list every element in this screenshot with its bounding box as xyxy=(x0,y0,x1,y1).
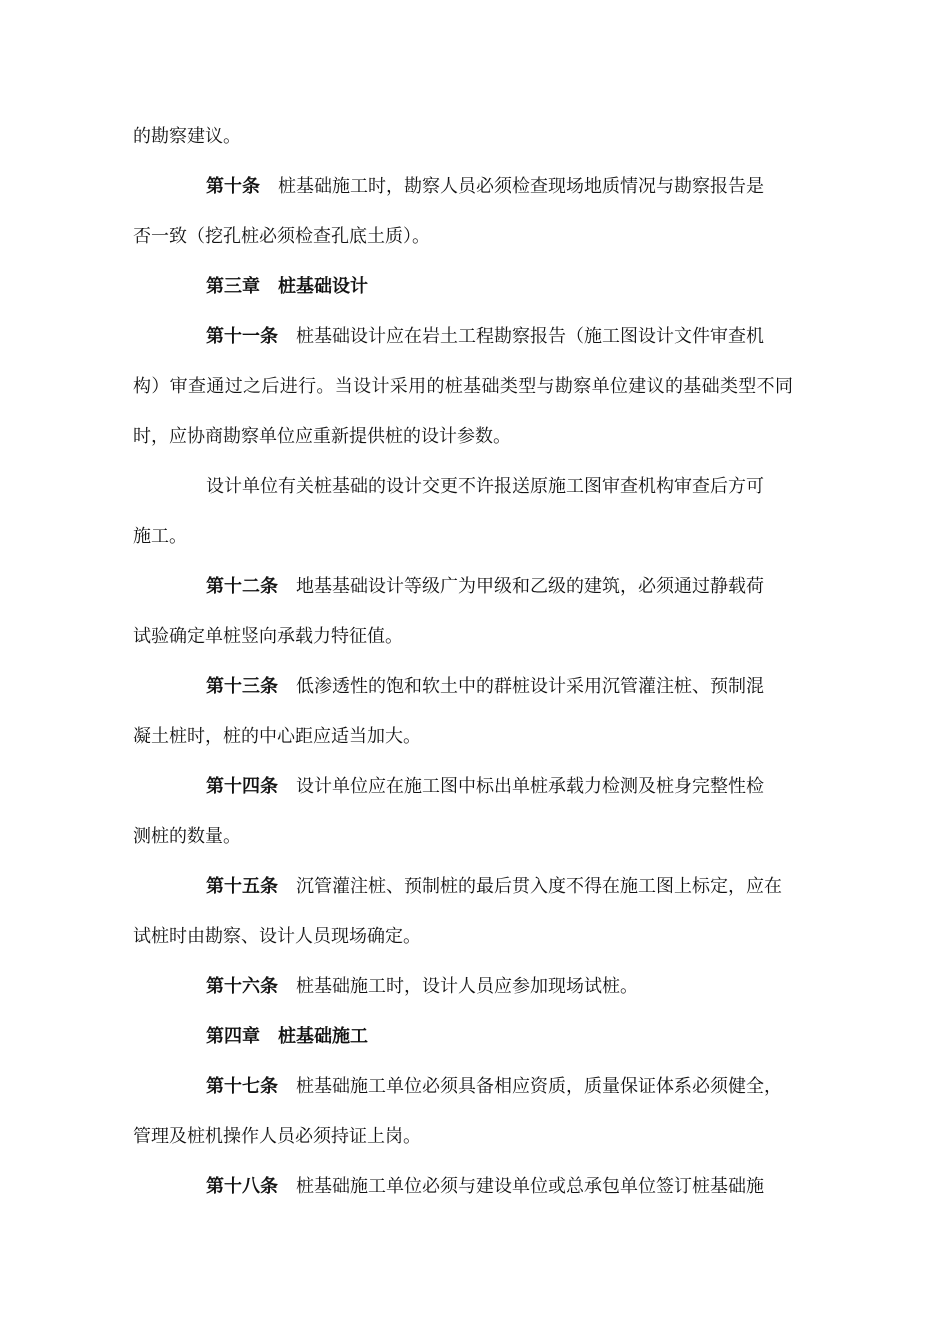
article-number: 第十一条 xyxy=(206,326,278,347)
line-text: 设计单位有关桩基础的设计交更不许报送原施工图审查机构审查后方可 xyxy=(206,476,764,497)
line-text: 的勘察建议。 xyxy=(133,126,241,147)
paragraph-line xyxy=(206,475,866,499)
line-text: 设计单位应在施工图中标出单桩承载力检测及桩身完整性检 xyxy=(296,776,764,797)
paragraph-line xyxy=(133,225,793,249)
line-text: 桩基础施工时，勘察人员必须检查现场地质情况与勘察报告是 xyxy=(278,176,764,197)
paragraph-line xyxy=(133,125,793,149)
line-text: 桩基础施工时，设计人员应参加现场试桩。 xyxy=(296,976,638,997)
article-number: 第十三条 xyxy=(206,676,278,697)
line-text: 施工。 xyxy=(133,526,187,547)
chapter-title: 桩基础施工 xyxy=(278,1026,368,1047)
paragraph-line xyxy=(133,425,793,449)
paragraph-line xyxy=(133,525,793,549)
paragraph-line xyxy=(133,925,793,949)
article-number: 第十八条 xyxy=(206,1176,278,1197)
chapter-title: 桩基础设计 xyxy=(278,276,368,297)
line-text: 桩基础施工单位必须具备相应资质，质量保证体系必须健全， xyxy=(296,1076,782,1097)
line-text: 地基基础设计等级广为甲级和乙级的建筑，必须通过静载荷 xyxy=(296,576,764,597)
chapter-4-heading xyxy=(206,1025,866,1049)
article-13-line xyxy=(206,675,866,699)
line-text: 时，应协商勘察单位应重新提供桩的设计参数。 xyxy=(133,426,511,447)
paragraph-line: 构）审查通过之后进行。当设计采用的桩基础类型与勘察单位建议的基础类型不同 xyxy=(133,376,793,397)
paragraph-line xyxy=(133,725,793,749)
article-number: 第十四条 xyxy=(206,776,278,797)
article-number: 第十五条 xyxy=(206,876,278,897)
paragraph-line xyxy=(133,1125,793,1149)
line-text: 否一致（挖孔桩必须检查孔底土质）。 xyxy=(133,226,430,247)
article-12-line xyxy=(206,575,866,599)
paragraph-line xyxy=(133,625,793,649)
article-17-line xyxy=(206,1075,866,1099)
article-number: 第十六条 xyxy=(206,976,278,997)
article-15-line xyxy=(206,875,866,899)
chapter-number: 第三章 xyxy=(206,276,260,297)
chapter-3-heading xyxy=(206,275,866,299)
line-text: 桩基础设计应在岩土工程勘察报告（施工图设计文件审查机 xyxy=(296,326,764,347)
article-10-line xyxy=(206,175,866,199)
line-text: 管理及桩机操作人员必须持证上岗。 xyxy=(133,1126,421,1147)
article-11-line xyxy=(206,325,866,349)
line-text: 试验确定单桩竖向承载力特征值。 xyxy=(133,626,403,647)
article-14-line xyxy=(206,775,866,799)
article-16-line xyxy=(206,975,866,999)
line-text: 测桩的数量。 xyxy=(133,826,241,847)
line-text: 沉管灌注桩、预制桩的最后贯入度不得在施工图上标定，应在 xyxy=(296,876,782,897)
article-number: 第十条 xyxy=(206,176,260,197)
article-number: 第十二条 xyxy=(206,576,278,597)
paragraph-line xyxy=(133,825,793,849)
chapter-number: 第四章 xyxy=(206,1026,260,1047)
article-number: 第十七条 xyxy=(206,1076,278,1097)
line-text: 凝土桩时，桩的中心距应适当加大。 xyxy=(133,726,421,747)
line-text: 低渗透性的饱和软土中的群桩设计采用沉管灌注桩、预制混 xyxy=(296,676,764,697)
article-18-line xyxy=(206,1175,866,1199)
line-text: 试桩时由勘察、设计人员现场确定。 xyxy=(133,926,421,947)
line-text: 桩基础施工单位必须与建设单位或总承包单位签订桩基础施 xyxy=(296,1176,764,1197)
